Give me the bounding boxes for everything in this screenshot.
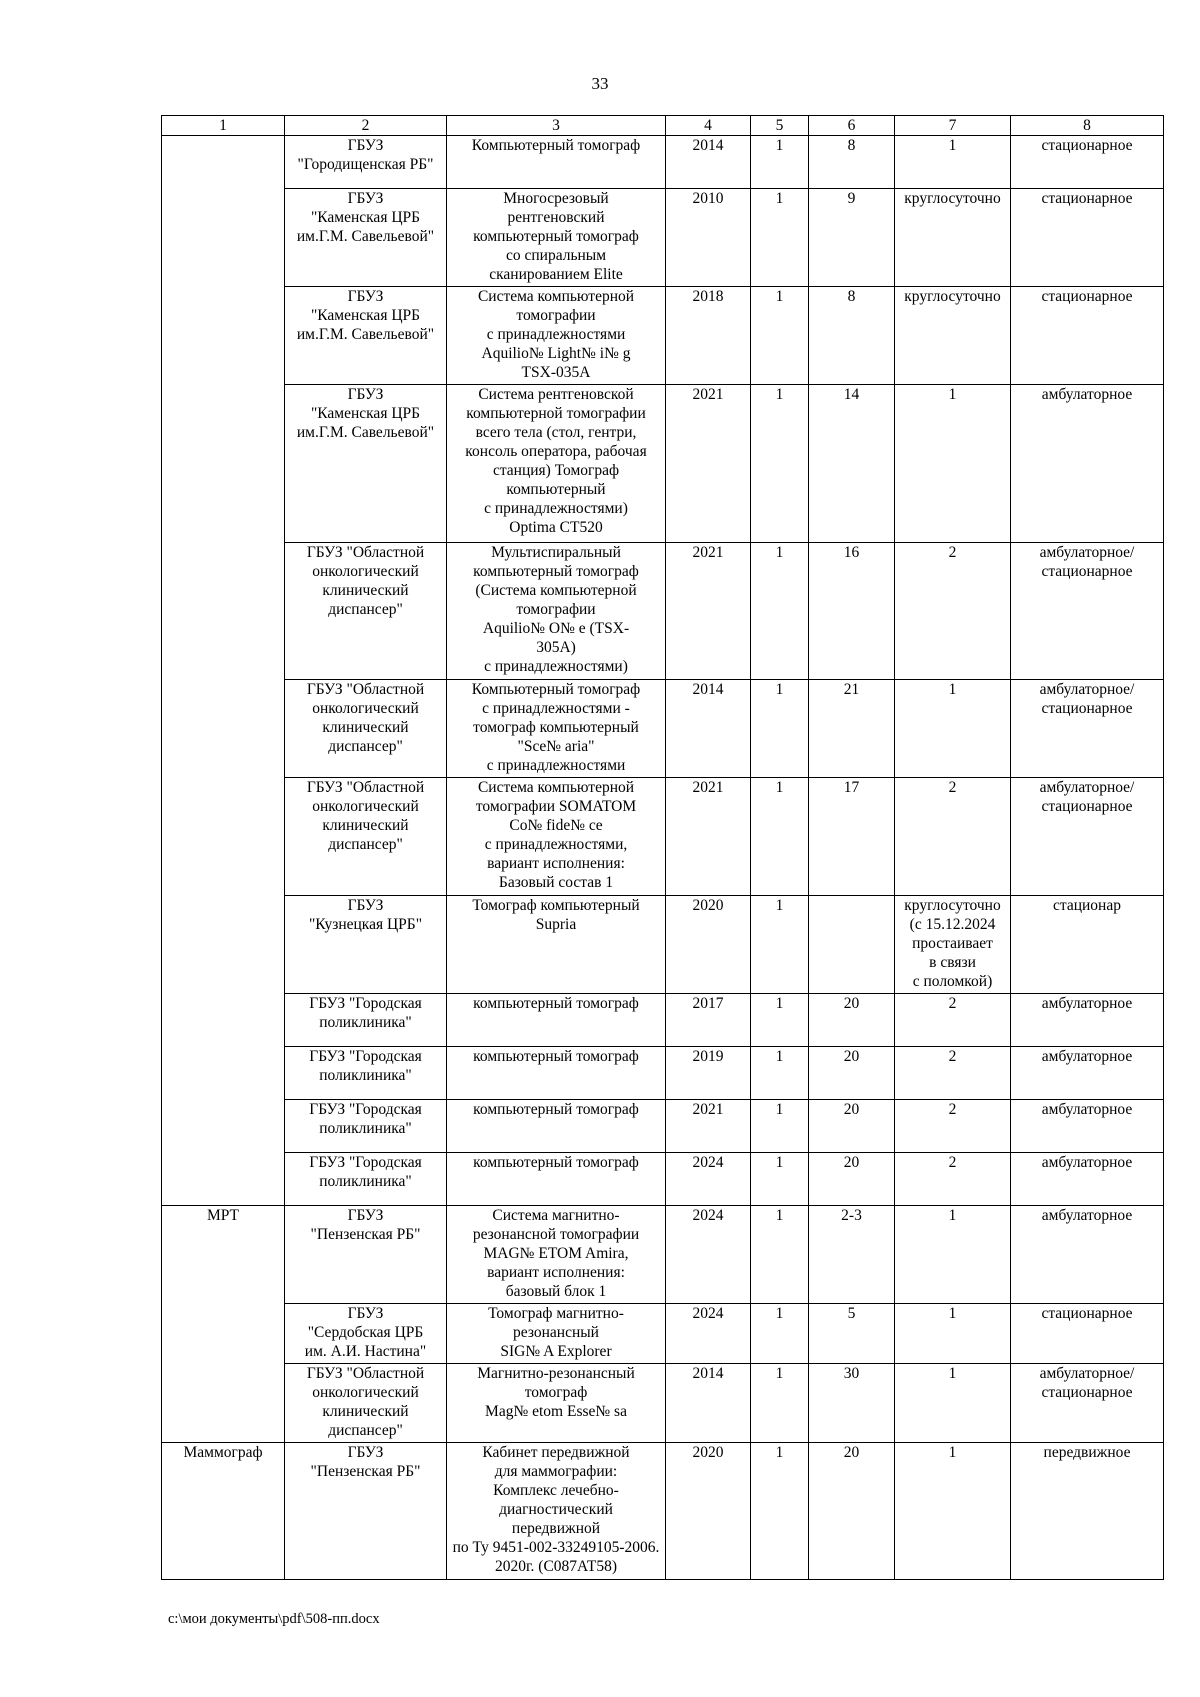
category-cell — [162, 136, 285, 1206]
table-cell: 9 — [809, 189, 895, 287]
table-cell: круглосуточно — [895, 287, 1011, 385]
table-cell: стационарное — [1011, 189, 1164, 287]
table-cell: 1 — [895, 680, 1011, 778]
table-cell: 1 — [895, 1206, 1011, 1304]
column-header: 8 — [1011, 116, 1164, 136]
table-cell: Многосрезовый рентгеновский компьютерный томограф со спиральным сканированием Elite — [447, 189, 666, 287]
table-row — [162, 1153, 1164, 1206]
table-cell: ГБУЗ "Кузнецкая ЦРБ" — [285, 896, 447, 994]
table-cell: амбулаторное — [1011, 1206, 1164, 1304]
table-cell: Система магнитно- резонансной томографии MAG№ ETOM Amira, вариант исполнения: базовый блок 1 — [447, 1206, 666, 1304]
table-cell: 2024 — [666, 1304, 751, 1364]
table-row — [162, 1364, 1164, 1443]
table-cell: 1 — [751, 1100, 809, 1153]
table-cell: 1 — [751, 1443, 809, 1580]
table-row — [162, 1047, 1164, 1100]
table-row — [162, 136, 1164, 189]
table-cell: 17 — [809, 778, 895, 896]
table-cell: 20 — [809, 1047, 895, 1100]
table-cell: круглосуточно — [895, 189, 1011, 287]
table-cell: 1 — [751, 896, 809, 994]
table-cell: 2014 — [666, 1364, 751, 1443]
table-row — [162, 287, 1164, 385]
table-cell: Мультиспиральный компьютерный томограф (Система компьютерной томографии Aquilio№ O№ e (TSX- 305A) с принадлежностями) — [447, 543, 666, 680]
table-cell: 2021 — [666, 385, 751, 543]
table-cell: 1 — [751, 136, 809, 189]
table-cell: ГБУЗ "Пензенская РБ" — [285, 1443, 447, 1580]
table-row — [162, 680, 1164, 778]
table-cell: 2014 — [666, 136, 751, 189]
table-cell: 2 — [895, 1153, 1011, 1206]
table-cell: компьютерный томограф — [447, 1100, 666, 1153]
table-cell: амбулаторное/ стационарное — [1011, 680, 1164, 778]
table-cell: стационарное — [1011, 1304, 1164, 1364]
table-cell: 8 — [809, 287, 895, 385]
table-cell: амбулаторное — [1011, 385, 1164, 543]
table-cell: 16 — [809, 543, 895, 680]
table-row — [162, 543, 1164, 680]
page-number: 33 — [591, 74, 609, 93]
table-cell: 20 — [809, 1443, 895, 1580]
table-cell: 2020 — [666, 896, 751, 994]
table-cell: 1 — [751, 1304, 809, 1364]
column-header: 5 — [751, 116, 809, 136]
table-cell: ГБУЗ "Каменская ЦРБ им.Г.М. Савельевой" — [285, 385, 447, 543]
table-row — [162, 1100, 1164, 1153]
table-cell: ГБУЗ "Городская поликлиника" — [285, 994, 447, 1047]
table-cell: ГБУЗ "Сердобская ЦРБ им. А.И. Настина" — [285, 1304, 447, 1364]
table-cell: 2 — [895, 1100, 1011, 1153]
table-cell: 2-3 — [809, 1206, 895, 1304]
table-cell: 1 — [751, 680, 809, 778]
table-cell: ГБУЗ "Областной онкологический клинический диспансер" — [285, 1364, 447, 1443]
column-header: 3 — [447, 116, 666, 136]
table-cell: ГБУЗ "Городищенская РБ" — [285, 136, 447, 189]
category-cell: МРТ — [162, 1206, 285, 1443]
equipment-table — [161, 115, 1164, 1580]
table-cell: 2021 — [666, 543, 751, 680]
table-cell: ГБУЗ "Каменская ЦРБ им.Г.М. Савельевой" — [285, 287, 447, 385]
table-cell: 1 — [751, 385, 809, 543]
table-cell: 2021 — [666, 1100, 751, 1153]
table-cell: 1 — [751, 1364, 809, 1443]
table-cell: 20 — [809, 1100, 895, 1153]
table-cell: 2024 — [666, 1206, 751, 1304]
table-cell: Томограф компьютерный Supria — [447, 896, 666, 994]
table-cell: 1 — [895, 136, 1011, 189]
table-cell: 2 — [895, 1047, 1011, 1100]
table-cell: 2 — [895, 994, 1011, 1047]
table-cell: 20 — [809, 994, 895, 1047]
table-cell: ГБУЗ "Каменская ЦРБ им.Г.М. Савельевой" — [285, 189, 447, 287]
table-cell: амбулаторное — [1011, 1153, 1164, 1206]
table-cell: 2 — [895, 778, 1011, 896]
table-cell: 1 — [751, 189, 809, 287]
table-cell: 2014 — [666, 680, 751, 778]
table-cell: Система рентгеновской компьютерной томографии всего тела (стол, гентри, консоль оператора, рабочая станция) Томограф компьютерный с принадлежностями) Optima CT520 — [447, 385, 666, 543]
table-cell: амбулаторное — [1011, 1047, 1164, 1100]
table-cell: 2021 — [666, 778, 751, 896]
table-cell: 2017 — [666, 994, 751, 1047]
table-cell: компьютерный томограф — [447, 1153, 666, 1206]
table-cell: 2 — [895, 543, 1011, 680]
table-row — [162, 385, 1164, 543]
table-cell: 1 — [751, 287, 809, 385]
table-cell — [809, 896, 895, 994]
table-row — [162, 994, 1164, 1047]
table-cell: Магнитно-резонансный томограф Mag№ etom Esse№ sa — [447, 1364, 666, 1443]
table-row — [162, 189, 1164, 287]
table-cell: ГБУЗ "Городская поликлиника" — [285, 1153, 447, 1206]
table-cell: амбулаторное — [1011, 1100, 1164, 1153]
table-cell: стационар — [1011, 896, 1164, 994]
table-row — [162, 778, 1164, 896]
table-cell: Компьютерный томограф — [447, 136, 666, 189]
table-cell: 1 — [895, 1304, 1011, 1364]
table-cell: 1 — [751, 1047, 809, 1100]
table-cell: стационарное — [1011, 287, 1164, 385]
table-cell: Система компьютерной томографии с принадлежностями Aquilio№ Light№ i№ g TSX-035A — [447, 287, 666, 385]
table-row — [162, 1304, 1164, 1364]
column-header: 1 — [162, 116, 285, 136]
table-cell: 2020 — [666, 1443, 751, 1580]
table-cell: Компьютерный томограф с принадлежностями - томограф компьютерный "Sce№ aria" с принадлежностями — [447, 680, 666, 778]
table-cell: ГБУЗ "Городская поликлиника" — [285, 1047, 447, 1100]
table-cell: 1 — [751, 994, 809, 1047]
table-cell: 30 — [809, 1364, 895, 1443]
table-cell: компьютерный томограф — [447, 1047, 666, 1100]
table-cell: 8 — [809, 136, 895, 189]
table-cell: 1 — [751, 543, 809, 680]
table-cell: 1 — [751, 778, 809, 896]
column-header: 6 — [809, 116, 895, 136]
table-cell: ГБУЗ "Пензенская РБ" — [285, 1206, 447, 1304]
column-header: 2 — [285, 116, 447, 136]
table-cell: 20 — [809, 1153, 895, 1206]
table-row — [162, 1206, 1164, 1304]
table-cell: ГБУЗ "Областной онкологический клинический диспансер" — [285, 543, 447, 680]
table-cell: 5 — [809, 1304, 895, 1364]
table-cell: стационарное — [1011, 136, 1164, 189]
table-cell: компьютерный томограф — [447, 994, 666, 1047]
table-cell: круглосуточно (с 15.12.2024 простаивает в связи с поломкой) — [895, 896, 1011, 994]
table-cell: 1 — [895, 1443, 1011, 1580]
table-cell: амбулаторное/ стационарное — [1011, 1364, 1164, 1443]
table-cell: амбулаторное/ стационарное — [1011, 543, 1164, 680]
table-cell: 2019 — [666, 1047, 751, 1100]
table-cell: Томограф магнитно- резонансный SIG№ A Explorer — [447, 1304, 666, 1364]
category-cell: Маммограф — [162, 1443, 285, 1580]
table-cell: 1 — [895, 1364, 1011, 1443]
table-row — [162, 896, 1164, 994]
table-cell: ГБУЗ "Областной онкологический клинический диспансер" — [285, 680, 447, 778]
column-header: 7 — [895, 116, 1011, 136]
table-cell: амбулаторное/ стационарное — [1011, 778, 1164, 896]
table-cell: ГБУЗ "Городская поликлиника" — [285, 1100, 447, 1153]
table-header-row — [162, 116, 1164, 136]
table-row — [162, 1443, 1164, 1580]
table-cell: 21 — [809, 680, 895, 778]
table-cell: 14 — [809, 385, 895, 543]
table-cell: 1 — [895, 385, 1011, 543]
table-cell: Кабинет передвижной для маммографии: Комплекс лечебно- диагностический передвижной по Ту 9451-002-33249105-2006. 2020г. (С087АТ58) — [447, 1443, 666, 1580]
table-cell: ГБУЗ "Областной онкологический клинический диспансер" — [285, 778, 447, 896]
table-cell: 2024 — [666, 1153, 751, 1206]
column-header: 4 — [666, 116, 751, 136]
table-cell: 2018 — [666, 287, 751, 385]
table-body — [162, 136, 1164, 1580]
table-cell: 2010 — [666, 189, 751, 287]
file-path-footer: c:\мои документы\pdf\508-пп.docx — [168, 1611, 380, 1627]
table-cell: 1 — [751, 1153, 809, 1206]
table-cell: Система компьютерной томографии SOMATOM Co№ fide№ ce с принадлежностями, вариант исполнения: Базовый состав 1 — [447, 778, 666, 896]
table-cell: передвижное — [1011, 1443, 1164, 1580]
table-cell: амбулаторное — [1011, 994, 1164, 1047]
table-cell: 1 — [751, 1206, 809, 1304]
